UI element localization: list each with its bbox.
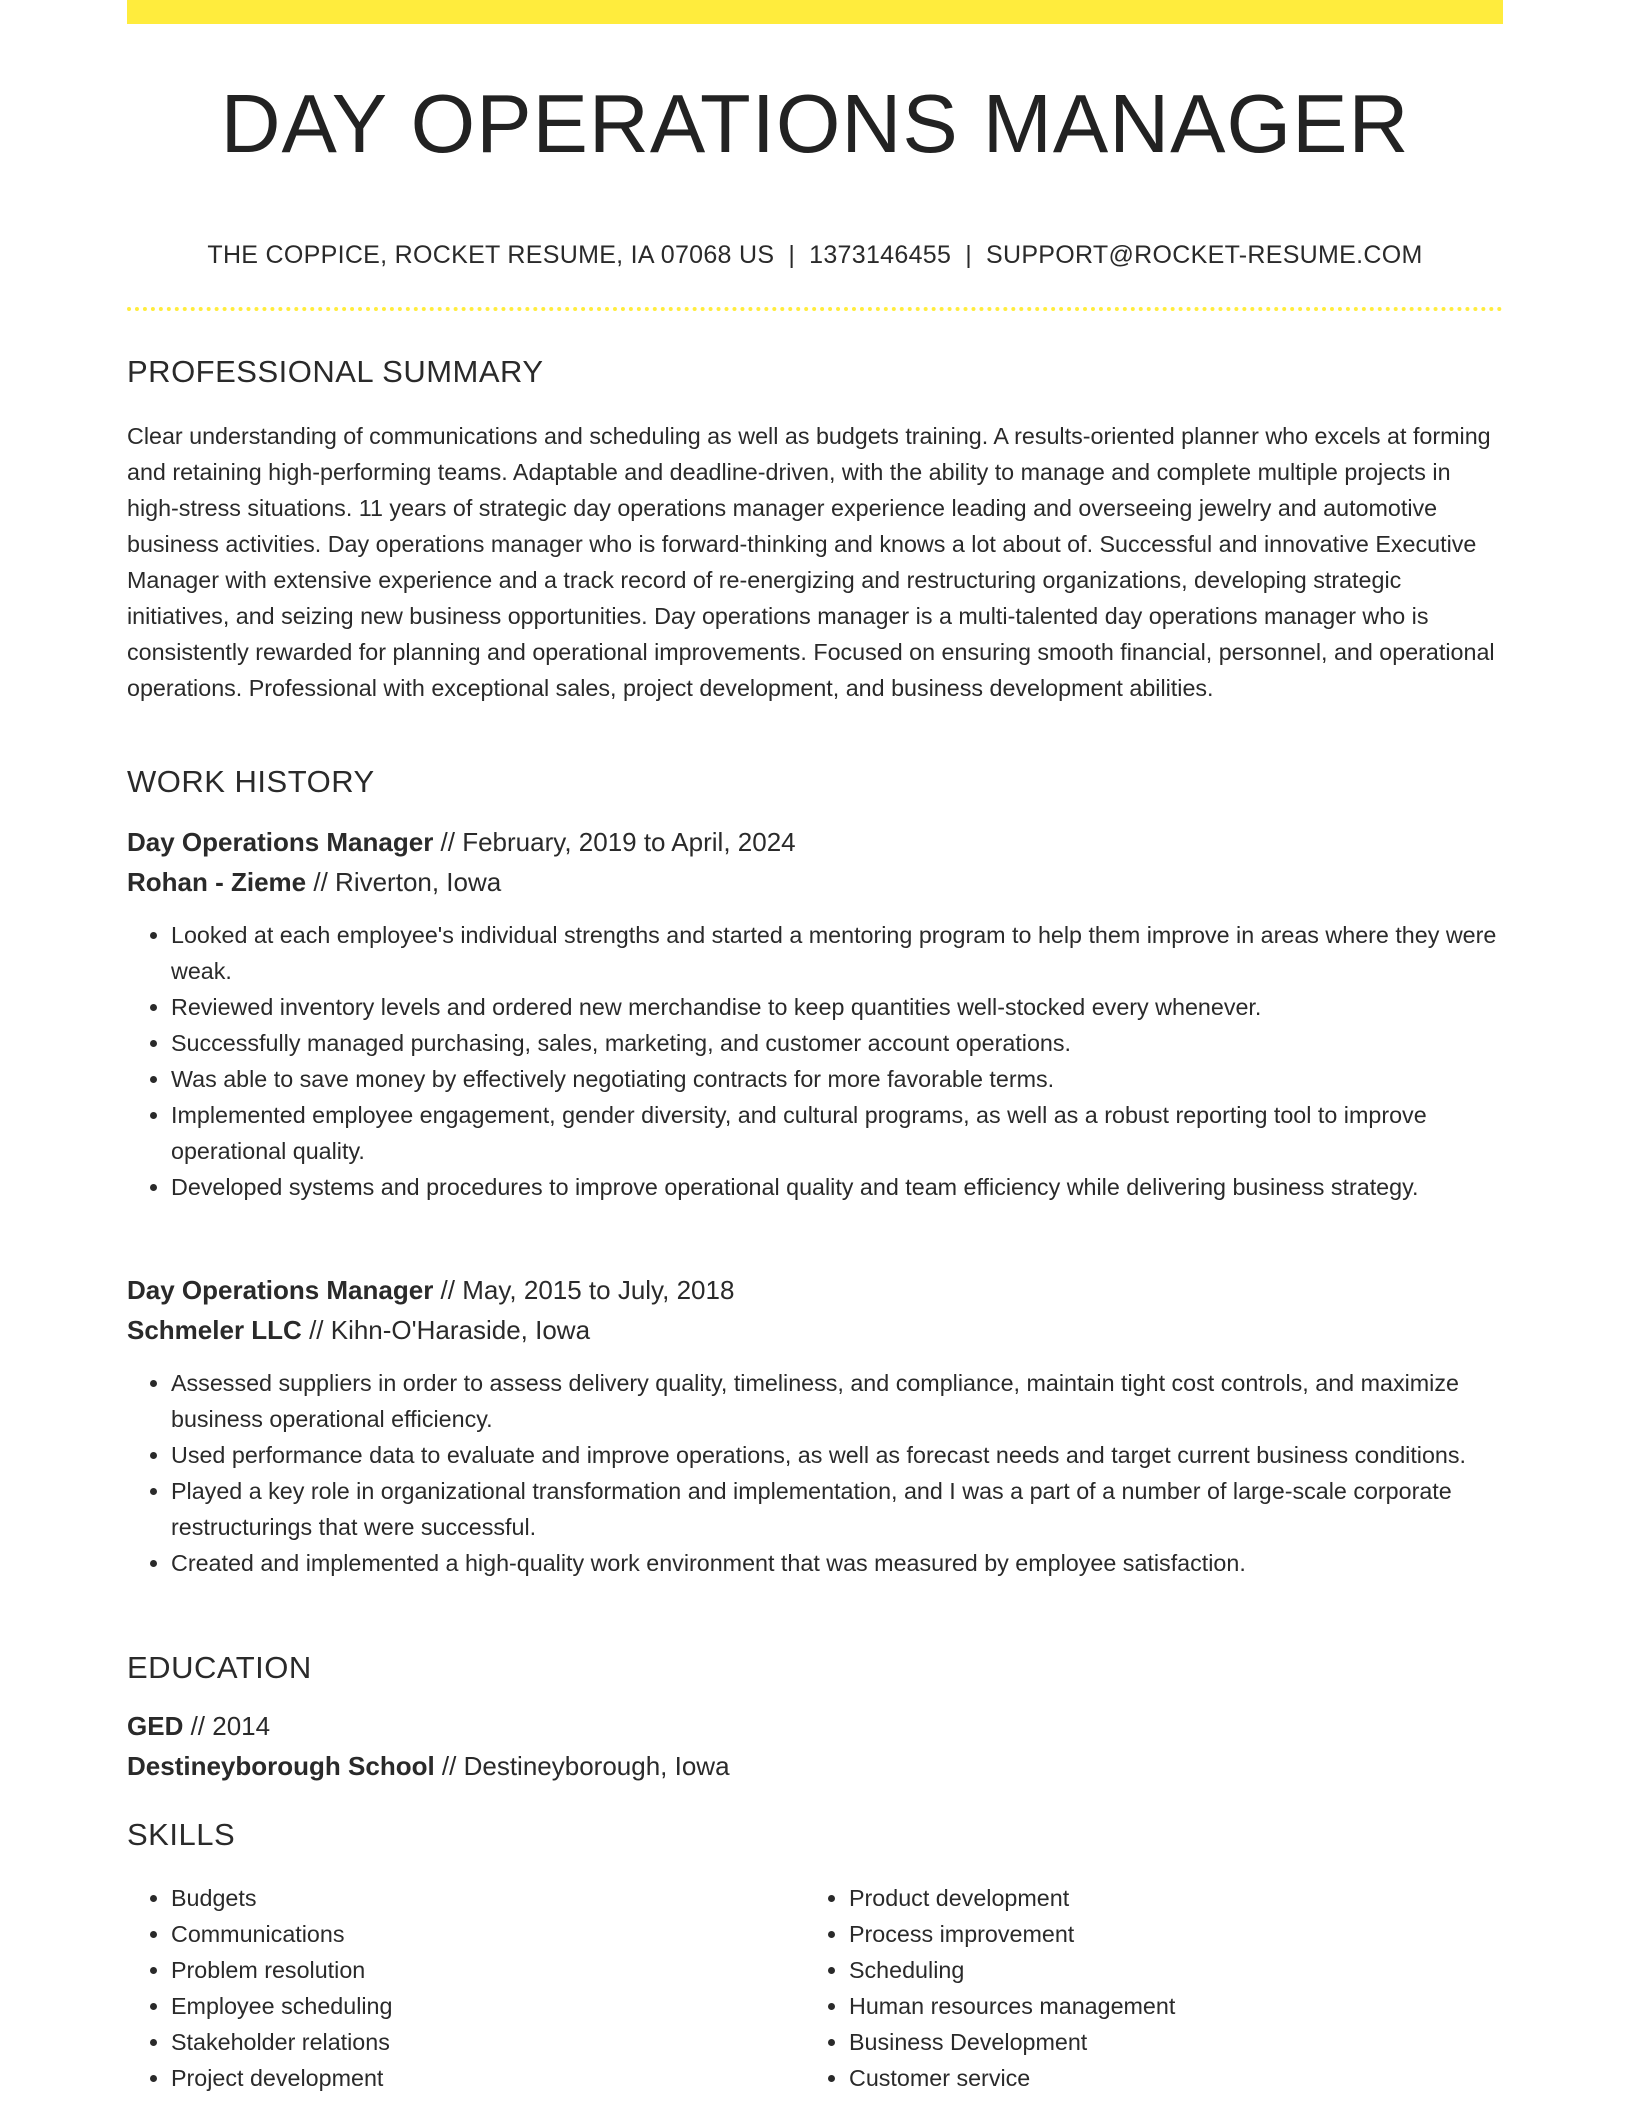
skill-item: • Product development: [849, 1880, 1489, 1916]
list-item: • Implemented employee engagement, gender diversity, and cultural programs, as well as a robust reporting tool to improve operational quality.: [171, 1097, 1503, 1169]
skill-item: • Scheduling: [849, 1952, 1489, 1988]
list-item: • Assessed suppliers in order to assess delivery quality, timeliness, and compliance, maintain tight cost controls, and maximize business operational efficiency.: [171, 1365, 1503, 1437]
education-location: // Destineyborough, Iowa: [441, 1751, 730, 1781]
skill-item: • Human resources management: [849, 1988, 1489, 2024]
list-item: • Created and implemented a high-quality work environment that was measured by employee satisfaction.: [171, 1545, 1503, 1581]
skill-item: • Customer service: [849, 2060, 1489, 2096]
job-dates: // February, 2019 to April, 2024: [440, 827, 796, 857]
education-school: Destineyborough School: [127, 1751, 435, 1781]
job-company: Rohan - Zieme: [127, 867, 307, 897]
list-item: • Looked at each employee's individual strengths and started a mentoring program to help them improve in areas where they were weak.: [171, 917, 1503, 989]
list-item: • Used performance data to evaluate and improve operations, as well as forecast needs and target current business conditions.: [171, 1437, 1503, 1473]
skills-list-left: [127, 1880, 791, 2096]
list-item: • Developed systems and procedures to improve operational quality and team efficiency while delivering business strategy.: [171, 1169, 1503, 1205]
job-title-line: [127, 822, 796, 862]
skill-item: • Stakeholder relations: [171, 2024, 791, 2060]
skill-item: • Communications: [171, 1916, 791, 1952]
job-dates: // May, 2015 to July, 2018: [440, 1275, 735, 1305]
job-company-line: [127, 1310, 590, 1350]
list-item: • Reviewed inventory levels and ordered new merchandise to keep quantities well-stocked every whenever.: [171, 989, 1503, 1025]
section-title-education: EDUCATION: [127, 1650, 312, 1685]
contact-separator: |: [965, 241, 972, 269]
education-school-line: [127, 1746, 730, 1786]
job-location: // Kihn-O'Haraside, Iowa: [309, 1315, 591, 1345]
skills-list-right: [805, 1880, 1489, 2096]
skill-item: • Employee scheduling: [171, 1988, 791, 2024]
job-bullets: [127, 1365, 1503, 1581]
contact-separator: |: [788, 241, 796, 269]
header-divider: [127, 307, 1503, 311]
skill-item: • Project development: [171, 2060, 791, 2096]
contact-address: THE COPPICE, ROCKET RESUME, IA 07068 US: [207, 241, 775, 269]
job-role: Day Operations Manager: [127, 827, 434, 857]
summary-text: Clear understanding of communications and scheduling as well as budgets training. A results-oriented planner who excels at forming and retaining high-performing teams. Adaptable and deadline-driven, with the ability to manage and complete multiple projects in high-stress situations. 11 years of strategic day operations manager experience leading and overseeing jewelry and automotive business activities. Day operations manager who is forward-thinking and knows a lot about of. Successful and innovative Executive Manager with extensive experience and a track record of re-energizing and restructuring organizations, developing strategic initiatives, and seizing new business opportunities. Day operations manager is a multi-talented day operations manager who is consistently rewarded for planning and operational improvements. Focused on ensuring smooth financial, personnel, and operational operations. Professional with exceptional sales, project development, and business development abilities.: [127, 423, 1495, 701]
job-company-line: [127, 862, 501, 902]
contact-line: [127, 237, 1503, 273]
list-item: • Was able to save money by effectively negotiating contracts for more favorable terms.: [171, 1061, 1503, 1097]
contact-phone: 1373146455: [809, 241, 952, 269]
job-bullets: [127, 917, 1503, 1205]
education-degree-line: [127, 1706, 270, 1746]
education-year: // 2014: [190, 1711, 271, 1741]
job-title-line: [127, 1270, 734, 1310]
section-title-skills: SKILLS: [127, 1817, 236, 1852]
education-degree: GED: [127, 1711, 184, 1741]
section-title-work-history: WORK HISTORY: [127, 764, 375, 799]
top-accent-bar: [127, 0, 1503, 24]
skill-item: • Business Development: [849, 2024, 1489, 2060]
job-company: Schmeler LLC: [127, 1315, 302, 1345]
candidate-name: DAY OPERATIONS MANAGER: [220, 77, 1410, 170]
job-location: // Riverton, Iowa: [313, 867, 502, 897]
skill-item: • Budgets: [171, 1880, 791, 1916]
skill-item: • Problem resolution: [171, 1952, 791, 1988]
list-item: • Successfully managed purchasing, sales, marketing, and customer account operations.: [171, 1025, 1503, 1061]
job-role: Day Operations Manager: [127, 1275, 434, 1305]
skill-item: • Process improvement: [849, 1916, 1489, 1952]
list-item: • Played a key role in organizational transformation and implementation, and I was a part of a number of large-scale corporate restructurings that were successful.: [171, 1473, 1503, 1545]
contact-email: SUPPORT@ROCKET-RESUME.COM: [985, 241, 1423, 269]
section-title-summary: PROFESSIONAL SUMMARY: [127, 354, 544, 389]
